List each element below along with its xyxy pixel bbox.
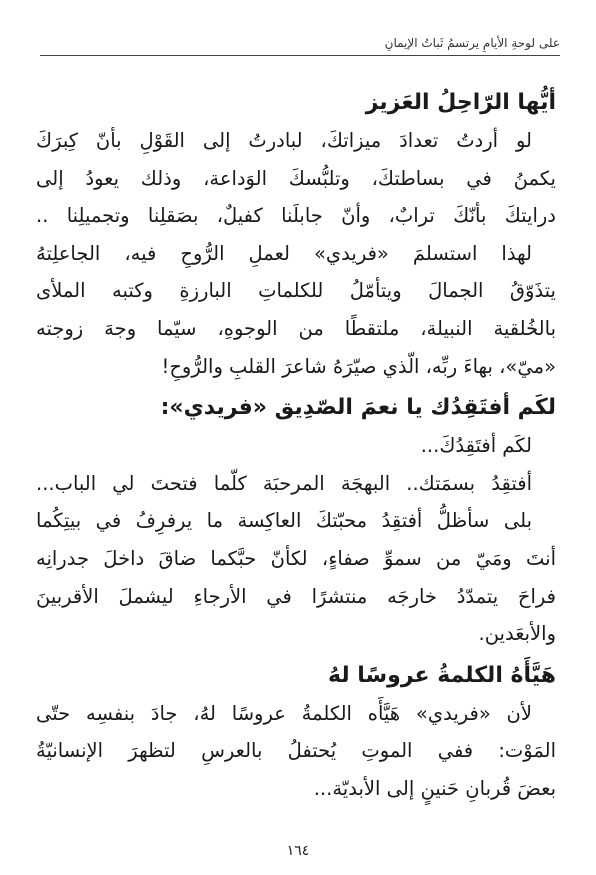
section-heading-2: لكَم أفتَقِدُك يا نعمَ الصّدِيق «فريدي»: [160,395,556,421]
paragraph-line: أفتقِدُ بسمَتك.. البهجَة المرحبَة كلّما فتحتَ لي الباب... [36,471,532,495]
header-rule [40,55,560,56]
paragraph-line: بالخُلقية النبيلة، ملتقطًا من الوجوهِ، سيّما وجهَ زوجته [36,316,556,340]
paragraph-line: بلى سأظلُّ أفتقِدُ محبّتكَ العاكِسة ما يرفرِفُ في بيتِكُما [36,509,532,533]
section-heading-3: هَيَّأَهُ الكلمةُ عروسًا لهُ [327,662,556,688]
paragraph-line: لو أردتُ تعدادَ ميزاتكَ، لبادرتُ إلى القَوْلِ بأنّ كِبرَكَ [36,129,532,152]
paragraph-line: فراحَ يتمدّدُ خارجَه منتشرًا في الأرجاءِ ليشملَ الأقربينَ [36,584,556,608]
section-heading-1: أيُّها الرّاحِلُ العَزيز [365,90,556,115]
paragraph-line: بعضَ قُربانِ حَنينٍ إلى الأبديّة... [313,776,556,800]
paragraph-line: «ميّ»، بهاءَ ربِّه، الّذي صيّرَهُ شاعرَ القلبِ والرُّوحِ! [161,354,556,378]
paragraph-line: لكَم أفتَقِدُكَ... [420,434,532,458]
running-header: على لوحةِ الأيامِ يرتسمُ ثَباتُ الإيمانِ [384,36,560,50]
paragraph-line: درايتكَ بأنّكَ ترابٌ، وأنّ جابلَنا كفيلٌ، بصَقلِنا وتجميلِنا .. [36,204,556,228]
paragraph-line: لهذا استسلمَ «فريدي» لعملِ الرُّوحِ فيه، الجاعلِتهُ [36,241,532,265]
paragraph-line: يتذَوّقُ الجمالَ ويتأمّلُ للكلماتِ البارزةِ وكتبه الملأى [36,279,556,303]
page-number: ١٦٤ [286,843,310,859]
paragraph-line: أنتَ ومَيّ من سموِّ صفاءٍ، لكأنّ حبَّكما ضاقَ داخلَ جدرانِه [36,546,556,570]
paragraph-line: المَوْت: ففي الموتِ يُحتفلُ بالعرسِ لتظهرَ الإنسانيّةُ [36,739,556,763]
page-body [36,84,556,808]
paragraph-line: يكمنُ في بساطتكَ، وتلبُّسكَ الوَداعة، وذلك يعودُ إلى [36,166,556,190]
paragraph-line: لأن «فريدي» هَيَّأَه الكلمةُ عروسًا لهُ، جادَ بنفسِه حتّى [36,701,532,725]
paragraph-line: والأبعَدين. [478,622,556,646]
